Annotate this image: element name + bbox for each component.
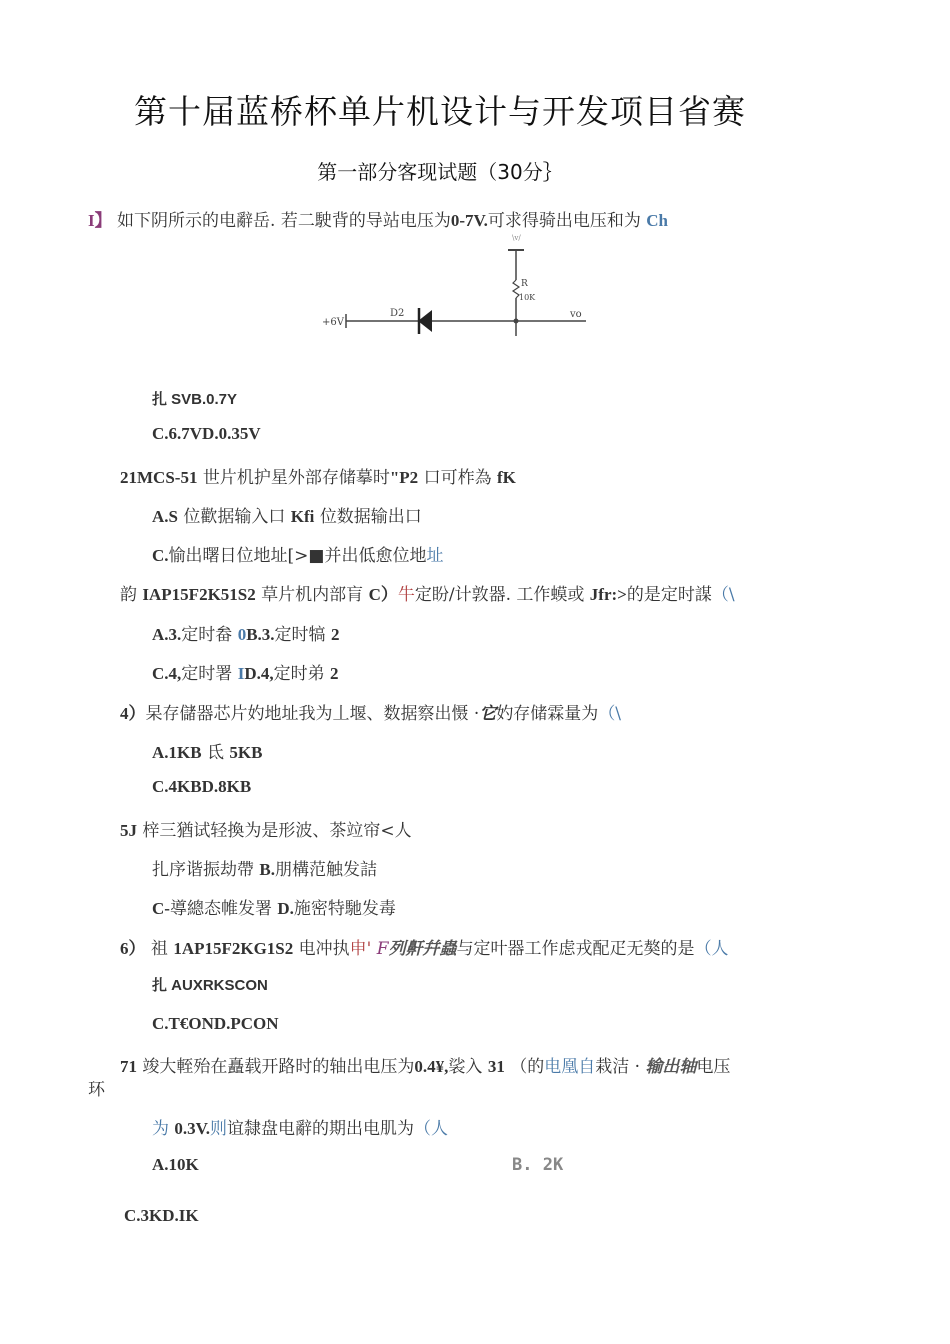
q3-option-a-text: 定时畚: [181, 625, 233, 645]
question-6-options-cd: C.T€OND.PCON: [152, 1014, 279, 1033]
q2-option-a-prefix: A.S: [152, 507, 178, 526]
question-7-blue: 电凰自: [544, 1057, 596, 1077]
q2-option-c-prefix: C.: [152, 546, 169, 565]
question-3-chip: IAP15F2K51S2: [142, 585, 256, 604]
question-5-text: 梓三猶试轻換为是形波、茶竝帘<人: [142, 821, 412, 841]
question-2-text: 世片机护星外部存储摹时: [202, 468, 390, 488]
question-1-number: I】: [88, 211, 112, 230]
question-6-tail: （人: [694, 939, 729, 959]
question-1: [88, 206, 668, 231]
q2-option-c-end: 址: [426, 546, 444, 566]
q5-option-c-prefix: C-: [152, 899, 170, 918]
question-7-options-cd: C.3KD.IK: [124, 1206, 199, 1225]
q3-option-c-text: 定时署: [181, 664, 233, 684]
question-6-red: 申': [349, 939, 372, 959]
question-1-tail: Ch: [646, 211, 668, 230]
question-7-n: 31: [487, 1057, 505, 1076]
resistor-label: R: [521, 279, 528, 289]
question-2-number: 21MCS-51: [120, 468, 198, 487]
question-4-tail: （\: [598, 704, 622, 724]
question-1-text: 如下阴所示的电辭岳. 若二駛背的导站电压为: [117, 211, 451, 231]
q3-option-a-prefix: A.3.: [152, 625, 182, 644]
question-4-text: 杲存儲器芯片妁地址我为丄堰、数据察出慑 ·: [145, 704, 480, 724]
question-7-italic: 输出轴: [645, 1057, 697, 1077]
q3-option-c-prefix: C.4,: [152, 664, 182, 683]
diode-circuit-diagram: [318, 232, 598, 342]
question-2-tail: fK: [497, 468, 516, 487]
question-7-line2-text: 谊隸盘电辭的期出电肌为: [227, 1119, 414, 1139]
question-7-text3: （的: [510, 1057, 545, 1077]
question-3-jfr: Jfr:>: [589, 585, 627, 604]
q5-option-b-prefix: B.: [259, 860, 275, 879]
q5-option-a: 扎序谐振劫帶: [152, 860, 254, 880]
question-6-chip: 1AP15F2KG1S2: [173, 939, 294, 958]
question-7-line2-voltage: 0.3V.: [174, 1119, 210, 1138]
question-6-text2: 电冲执: [298, 939, 350, 959]
question-4-italic: 它: [479, 704, 497, 724]
question-3-c: C）: [368, 585, 398, 604]
circuit-top-label: \v/: [512, 234, 521, 242]
question-1-text2: 可求得骑出电压和为: [487, 211, 641, 231]
question-5-options-cd: [152, 894, 396, 919]
question-7-option-b: B. 2K: [512, 1155, 564, 1175]
question-6: [120, 934, 729, 959]
q3-option-b-text: 定时犒: [274, 625, 326, 645]
q2-option-b-text: 位数据输出口: [319, 507, 422, 527]
section-subtitle: 第一部分客现试题（30分｝: [317, 160, 563, 184]
resistor-value: 10K: [519, 293, 536, 302]
q3-option-c-blue: I: [237, 664, 245, 683]
question-7-number: 71: [120, 1057, 137, 1076]
question-7-text4: 栽洁 ·: [595, 1057, 641, 1077]
question-4-options-ab: [152, 738, 262, 763]
question-6-text3: 与定叶器工作虑戎配疋无獒的是: [456, 939, 695, 959]
question-7-wrap: 环: [88, 1080, 105, 1100]
question-7-line2-tail: （人: [414, 1119, 448, 1139]
question-7-text2: 裟入: [448, 1057, 483, 1077]
question-1-voltage: 0-7V.: [450, 211, 488, 230]
question-7-option-a: A.10K: [152, 1155, 199, 1174]
question-1-options-cd: C.6.7VD.0.35V: [152, 424, 261, 443]
q3-option-d-text: 定时弟: [273, 664, 325, 684]
question-7: [120, 1052, 730, 1077]
question-3-text3: 的是定时謀: [626, 585, 712, 605]
q5-option-d: 施密特馳发毒: [293, 899, 396, 919]
question-3-options-ab: [152, 620, 339, 645]
question-5-number: 5J: [120, 821, 137, 840]
question-6-purple: F: [376, 939, 389, 959]
question-6-options-ab: 扎 AUXRKSCON: [152, 977, 268, 994]
question-2-text2: 口可柞為: [423, 468, 492, 488]
question-4: [120, 699, 621, 724]
q5-option-c: 導總态帷发署: [169, 899, 272, 919]
question-7-text: 竣大輊殆在矗载开路时的轴出电压为: [142, 1057, 415, 1077]
q3-option-d-prefix: D.4,: [244, 664, 274, 683]
q4-option-a: A.1KB: [152, 743, 202, 762]
question-7-line2-blue2: 则: [210, 1119, 227, 1139]
document-title: 第十届蓝桥杯单片机设计与开发项目省赛: [134, 92, 746, 131]
q2-option-b-prefix: Kfi: [290, 507, 315, 526]
q2-option-a-text: 位歡据输入口: [183, 507, 286, 527]
q4-option-b-prefix: 氐: [207, 743, 224, 763]
question-3-prefix: 韵: [120, 585, 137, 605]
question-2-options-ab: [152, 502, 422, 527]
q4-option-b: 5KB: [229, 743, 263, 762]
q3-option-d-end: 2: [330, 664, 339, 683]
q5-option-b: 朋構范触发詰: [275, 860, 377, 880]
q3-option-b-end: 2: [330, 625, 340, 644]
question-6-italic: 列鼾幷蟲: [388, 939, 457, 959]
output-label: vo: [570, 309, 582, 320]
question-2-p2: "P2: [389, 468, 419, 487]
question-6-number: 6）: [120, 939, 146, 958]
question-4-text2: 妁存储霖量为: [496, 704, 599, 724]
question-3-text2: 定盼/计敦器. 工作蟆或: [414, 585, 585, 605]
question-7-line2-blue: 为: [152, 1119, 169, 1139]
question-7-text5: 电压: [696, 1057, 731, 1077]
question-3-tail: （\: [711, 585, 735, 605]
question-3-text: 草片机内部肓: [261, 585, 364, 605]
question-2: [120, 463, 516, 488]
q5-option-d-prefix: D.: [277, 899, 294, 918]
diode-label: D2: [390, 308, 405, 319]
question-7-voltage: 0.4¥,: [414, 1057, 449, 1076]
question-3-red: 牛: [397, 585, 415, 605]
q2-option-c-text: 愉出曙日位地址[>■并出低愈位地: [168, 546, 427, 566]
question-5-options-ab: [152, 855, 377, 880]
question-7-line2: [152, 1114, 448, 1139]
question-4-number: 4）: [120, 704, 146, 723]
q3-option-b-prefix: B.3.: [246, 625, 275, 644]
source-label: +6V: [322, 317, 344, 328]
question-6-text: 祖: [150, 939, 168, 959]
question-3-options-cd: [152, 659, 339, 684]
question-1-options-ab: 扎 SVB.0.7Y: [152, 391, 238, 408]
question-4-options-cd: C.4KBD.8KB: [152, 777, 252, 796]
question-2-options-cd: [152, 541, 443, 566]
question-5: [120, 816, 412, 841]
q3-option-a-blue: 0: [237, 625, 247, 644]
question-3: [120, 580, 735, 605]
